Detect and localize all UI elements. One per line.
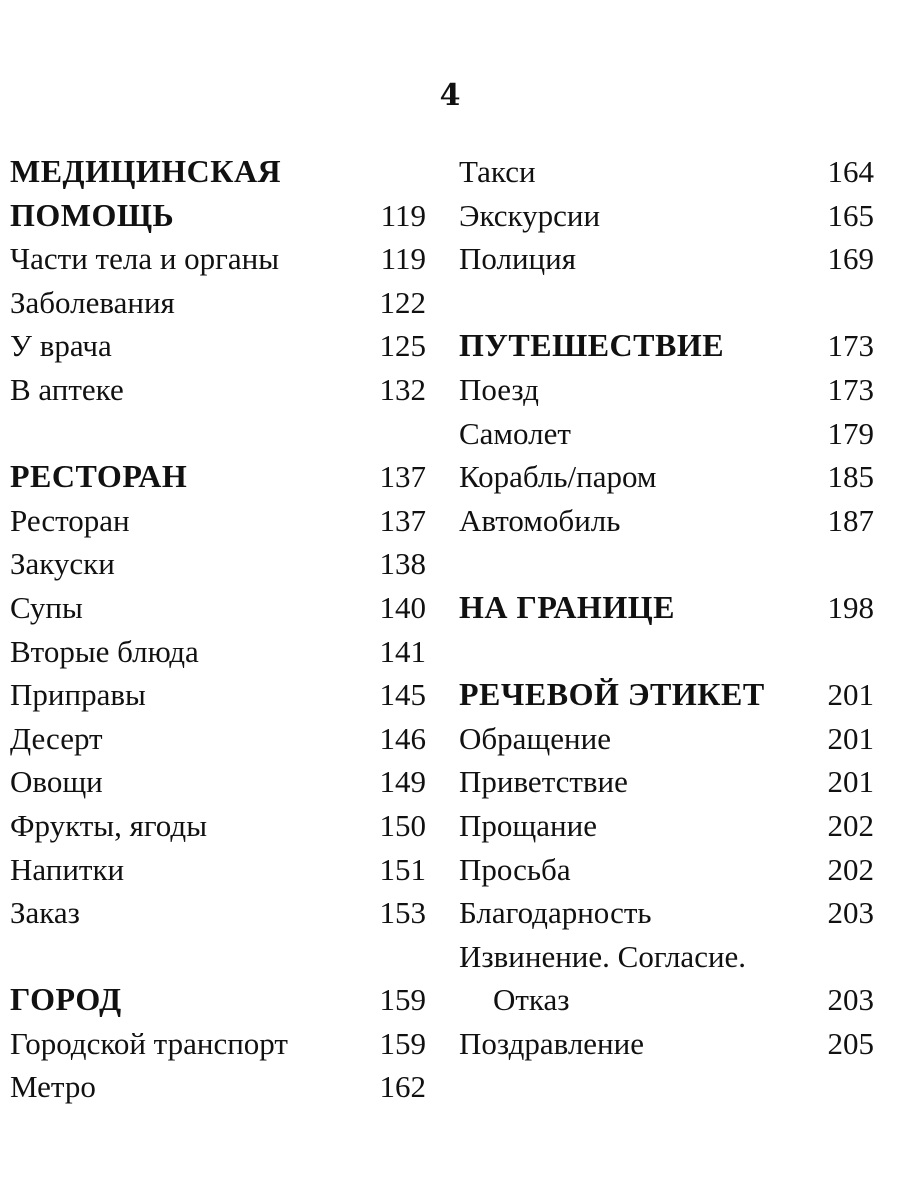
toc-page-number: 125: [379, 328, 426, 364]
toc-page-number: 203: [827, 895, 874, 931]
toc-page-number: 150: [379, 807, 426, 843]
toc-page-number: 132: [379, 371, 426, 407]
toc-page-number: 187: [827, 502, 874, 538]
toc-entry-title: Супы: [10, 589, 83, 625]
toc-entry: [459, 717, 874, 761]
toc-page-number: 179: [827, 415, 874, 451]
toc-page-number: 201: [827, 764, 874, 800]
toc-entry-title: Поздравление: [459, 1025, 645, 1061]
toc-entry-title: ПОМОЩЬ: [10, 196, 175, 233]
toc-section-heading: [459, 673, 874, 717]
toc-entry: [10, 891, 426, 935]
toc-section-heading: [10, 150, 426, 194]
toc-entry: [10, 586, 426, 630]
toc-entry-title: Приправы: [10, 677, 146, 713]
toc-page-number: 146: [379, 720, 426, 756]
toc-page-number: 173: [827, 328, 874, 364]
toc-gap: [10, 935, 426, 979]
toc-page-number: 162: [379, 1069, 426, 1105]
toc-entry: [10, 804, 426, 848]
toc-entry: [10, 1065, 426, 1109]
toc-gap: [459, 542, 874, 586]
toc-page-number: 145: [379, 677, 426, 713]
toc-entry-title: Метро: [10, 1069, 96, 1105]
toc-entry-title: Вторые блюда: [10, 633, 199, 669]
toc-entry-title: Закуски: [10, 546, 115, 582]
toc-entry: [459, 891, 874, 935]
toc-entry: [10, 1022, 426, 1066]
toc-entry-title: Обращение: [459, 720, 611, 756]
toc-page-number: 201: [827, 720, 874, 756]
toc-page-number: 202: [827, 851, 874, 887]
toc-page-number: 205: [827, 1025, 874, 1061]
toc-page-number: 169: [827, 241, 874, 277]
toc-entry: [459, 935, 874, 979]
toc-entry-title: Просьба: [459, 851, 571, 887]
toc-gap: [459, 630, 874, 674]
toc-entry-title: У врача: [10, 328, 112, 364]
toc-entry-title: Экскурсии: [459, 197, 601, 233]
toc-entry: [459, 848, 874, 892]
toc-entry-title: Благодарность: [459, 895, 652, 931]
toc-entry-title: Овощи: [10, 764, 103, 800]
toc-entry: [459, 368, 874, 412]
toc-entry: [459, 412, 874, 456]
toc-entry-title: Извинение. Согласие.: [459, 938, 747, 974]
toc-page-number: 122: [379, 284, 426, 320]
toc-entry: [459, 978, 874, 1022]
toc-entry-title: Такси: [459, 154, 536, 189]
toc-page-number: 159: [379, 1025, 426, 1061]
toc-entry: [459, 455, 874, 499]
toc-entry-title: Самолет: [459, 415, 571, 451]
toc-entry: [10, 760, 426, 804]
toc-entry: [459, 760, 874, 804]
toc-entry: [459, 499, 874, 543]
toc-section-heading: [10, 194, 426, 238]
toc-page-number: 173: [827, 371, 874, 407]
toc-entry: [10, 281, 426, 325]
toc-section-heading: [10, 978, 426, 1022]
toc-entry-title: Приветствие: [459, 764, 628, 800]
toc-entry-title: В аптеке: [10, 371, 124, 407]
toc-entry-title: НА ГРАНИЦЕ: [459, 588, 675, 625]
toc-entry-title: Автомобиль: [459, 502, 621, 538]
toc-entry-title: РЕЧЕВОЙ ЭТИКЕТ: [459, 676, 765, 713]
toc-page-number: 164: [827, 154, 874, 189]
toc-entry: [10, 237, 426, 281]
toc-right-column: [459, 150, 874, 1065]
toc-entry: [459, 194, 874, 238]
toc-entry: [10, 717, 426, 761]
toc-page-number: 149: [379, 764, 426, 800]
toc-entry-title: Напитки: [10, 851, 125, 887]
toc-entry: [459, 237, 874, 281]
toc-entry: [10, 630, 426, 674]
toc-entry-title: Прощание: [459, 807, 597, 843]
toc-page-number: 159: [379, 982, 426, 1018]
toc-page-number: 119: [380, 197, 426, 233]
toc-entry: [459, 804, 874, 848]
toc-page-number: 119: [380, 241, 426, 277]
toc-entry-title: Части тела и органы: [10, 241, 280, 277]
toc-page-number: 185: [827, 459, 874, 495]
toc-entry: [10, 848, 426, 892]
toc-entry-title: Заказ: [10, 895, 80, 931]
toc-entry-title: Фрукты, ягоды: [10, 807, 208, 843]
toc-entry-title: Ресторан: [10, 502, 130, 538]
toc-section-heading: [10, 455, 426, 499]
toc-page-number: 137: [379, 459, 426, 495]
toc-page-number: 165: [827, 197, 874, 233]
toc-page-number: 198: [827, 589, 874, 625]
toc-page-number: 151: [379, 851, 426, 887]
toc-entry: [10, 673, 426, 717]
toc-page-number: 153: [379, 895, 426, 931]
toc-entry-title: Отказ: [493, 982, 570, 1018]
toc-entry-title: Заболевания: [10, 284, 175, 320]
toc-entry-title: МЕДИЦИНСКАЯ: [10, 153, 282, 189]
toc-entry-title: Корабль/паром: [459, 459, 657, 495]
toc-entry-title: РЕСТОРАН: [10, 458, 188, 495]
toc-entry-title: Десерт: [10, 720, 103, 756]
toc-gap: [459, 281, 874, 325]
toc-page-number: 140: [379, 589, 426, 625]
toc-entry: [10, 499, 426, 543]
toc-gap: [10, 412, 426, 456]
page-number: 4: [439, 78, 461, 113]
toc-section-heading: [459, 324, 874, 368]
toc-entry-title: ГОРОД: [10, 981, 122, 1018]
toc-entry: [10, 368, 426, 412]
toc-page-number: 138: [379, 546, 426, 582]
toc-entry: [10, 542, 426, 586]
toc-entry: [10, 324, 426, 368]
toc-page-number: 137: [379, 502, 426, 538]
toc-entry-title: Полиция: [459, 241, 576, 277]
toc-entry-title: Поезд: [459, 371, 539, 407]
toc-section-heading: [459, 586, 874, 630]
toc-page-number: 203: [827, 982, 874, 1018]
toc-page-number: 201: [827, 677, 874, 713]
toc-entry-title: Городской транспорт: [10, 1025, 288, 1061]
toc-entry: [459, 1022, 874, 1066]
toc-page-number: 202: [827, 807, 874, 843]
toc-left-column: [10, 150, 426, 1109]
toc-entry: [459, 150, 874, 194]
toc-entry-title: ПУТЕШЕСТВИЕ: [459, 327, 725, 364]
toc-page-number: 141: [379, 633, 426, 669]
